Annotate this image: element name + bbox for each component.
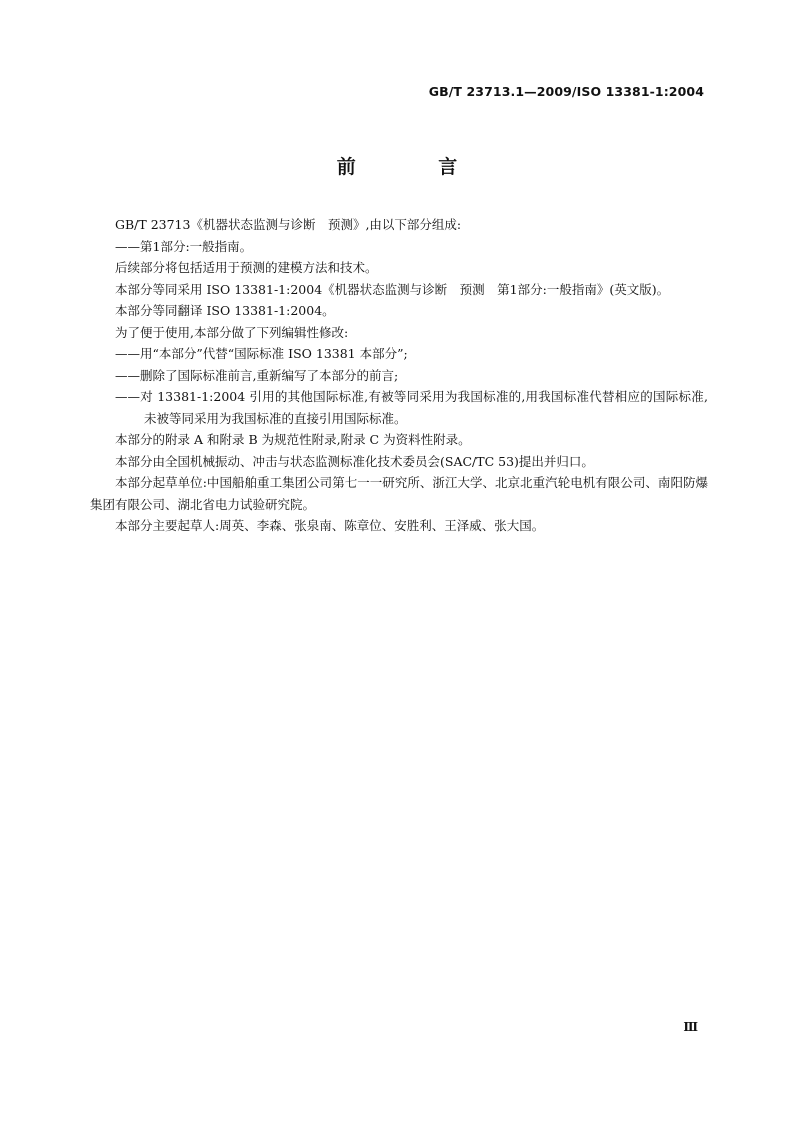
list-item-change-3: ——对 13381-1:2004 引用的其他国际标准,有被等同采用为我国标准的,用我国标准代替相应的国际标准,未被等同采用为我国标准的直接引用国际标准。 [115,389,708,426]
paragraph-proposer: 本部分由全国机械振动、冲击与状态监测标准化技术委员会(SAC/TC 53)提出并归口。 [115,453,594,469]
paragraph-drafters: 本部分主要起草人:周英、李森、张泉南、陈章位、安胜利、王泽威、张大国。 [115,518,545,533]
paragraph-editorial-changes: 为了便于使用,本部分做了下列编辑性修改: [115,324,349,340]
list-item-change-1: ——用“本部分”代替“国际标准 ISO 13381 本部分”; [115,346,408,361]
paragraph-drafting-units: 本部分起草单位:中国船舶重工集团公司第七一一研究所、浙江大学、北京北重汽轮电机有限公司、南阳防爆集团有限公司、湖北省电力试验研究院。 [90,475,708,512]
paragraph-subsequent-parts: 后续部分将包括适用于预测的建模方法和技术。 [115,260,378,275]
foreword-body [90,214,708,537]
paragraph-annexes: 本部分的附录 A 和附录 B 为规范性附录,附录 C 为资料性附录。 [115,432,471,447]
page-number: Ⅲ [683,1020,698,1034]
page-title: 前 言 [336,156,496,178]
paragraph-translation: 本部分等同翻译 ISO 13381-1:2004。 [115,303,335,318]
paragraph-adoption: 本部分等同采用 ISO 13381-1:2004《机器状态监测与诊断 预测 第1部分:一般指南》(英文版)。 [115,281,670,297]
list-item-change-2: ——删除了国际标准前言,重新编写了本部分的前言; [115,367,399,383]
paragraph-series-intro: GB/T 23713《机器状态监测与诊断 预测》,由以下部分组成: [115,217,462,232]
list-item-part1: ——第1部分:一般指南。 [115,238,253,254]
standard-code-header: GB/T 23713.1—2009/ISO 13381-1:2004 [428,84,704,99]
